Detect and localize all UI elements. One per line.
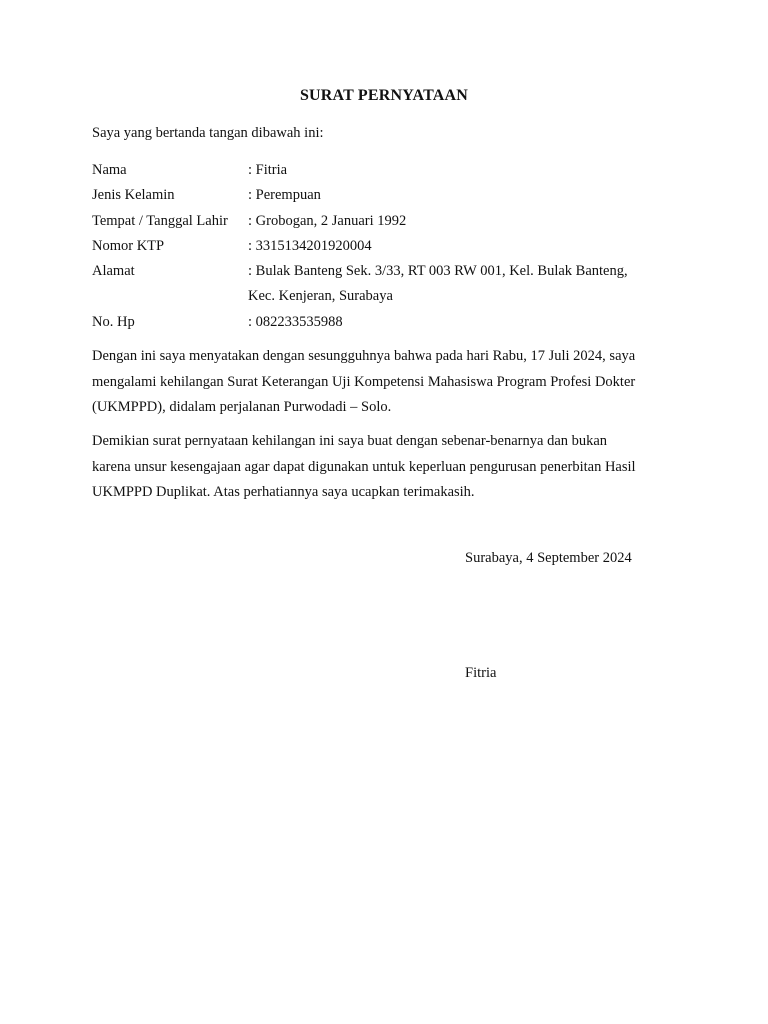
field-row-nomor-ktp — [92, 234, 692, 259]
paragraph-line: mengalami kehilangan Surat Keterangan Uji Kompetensi Mahasiswa Program Profesi Dokter — [92, 373, 636, 390]
field-label: Jenis Kelamin — [92, 187, 175, 204]
field-row-jenis-kelamin — [92, 183, 692, 208]
field-row-nama — [92, 158, 692, 183]
field-label — [92, 284, 248, 309]
field-row-no-hp — [92, 310, 692, 335]
field-row-tempat-tanggal-lahir — [92, 209, 692, 234]
paragraph-line: karena unsur kesengajaan agar dapat digunakan untuk keperluan pengurusan penerbitan Hasil — [92, 458, 636, 475]
field-value: : 3315134201920004 — [248, 237, 372, 254]
document-title: SURAT PERNYATAAN — [299, 87, 469, 104]
field-value: : Grobogan, 2 Januari 1992 — [248, 212, 407, 229]
closing-paragraph — [92, 429, 682, 506]
field-label: No. Hp — [92, 313, 135, 330]
field-value: Kec. Kenjeran, Surabaya — [248, 288, 393, 305]
field-value: : Fitria — [248, 162, 288, 178]
field-label: Nama — [92, 162, 127, 178]
field-value: : 082233535988 — [248, 313, 343, 330]
paragraph-line: (UKMPPD), didalam perjalanan Purwodadi – Solo. — [92, 399, 392, 415]
paragraph-line: Dengan ini saya menyatakan dengan sesungguhnya bahwa pada hari Rabu, 17 Juli 2024, saya — [92, 348, 636, 364]
field-label: Nomor KTP — [92, 237, 165, 254]
field-row-alamat — [92, 259, 692, 284]
paragraph-line: Demikian surat pernyataan kehilangan ini saya buat dengan sebenar-benarnya dan bukan — [92, 433, 608, 449]
field-label: Tempat / Tanggal Lahir — [92, 212, 228, 229]
field-label: Alamat — [92, 263, 135, 280]
identity-fields — [92, 158, 692, 335]
intro-text: Saya yang bertanda tangan dibawah ini: — [92, 125, 324, 141]
field-row-alamat-continued — [92, 284, 692, 309]
field-value: : Bulak Banteng Sek. 3/33, RT 003 RW 001, Kel. Bulak Banteng, — [248, 263, 628, 280]
statement-paragraph — [92, 344, 682, 421]
signer-name: Fitria — [465, 665, 497, 681]
place-and-date: Surabaya, 4 September 2024 — [465, 550, 632, 566]
field-value: : Perempuan — [248, 187, 321, 204]
paragraph-line: UKMPPD Duplikat. Atas perhatiannya saya ucapkan terimakasih. — [92, 484, 475, 500]
